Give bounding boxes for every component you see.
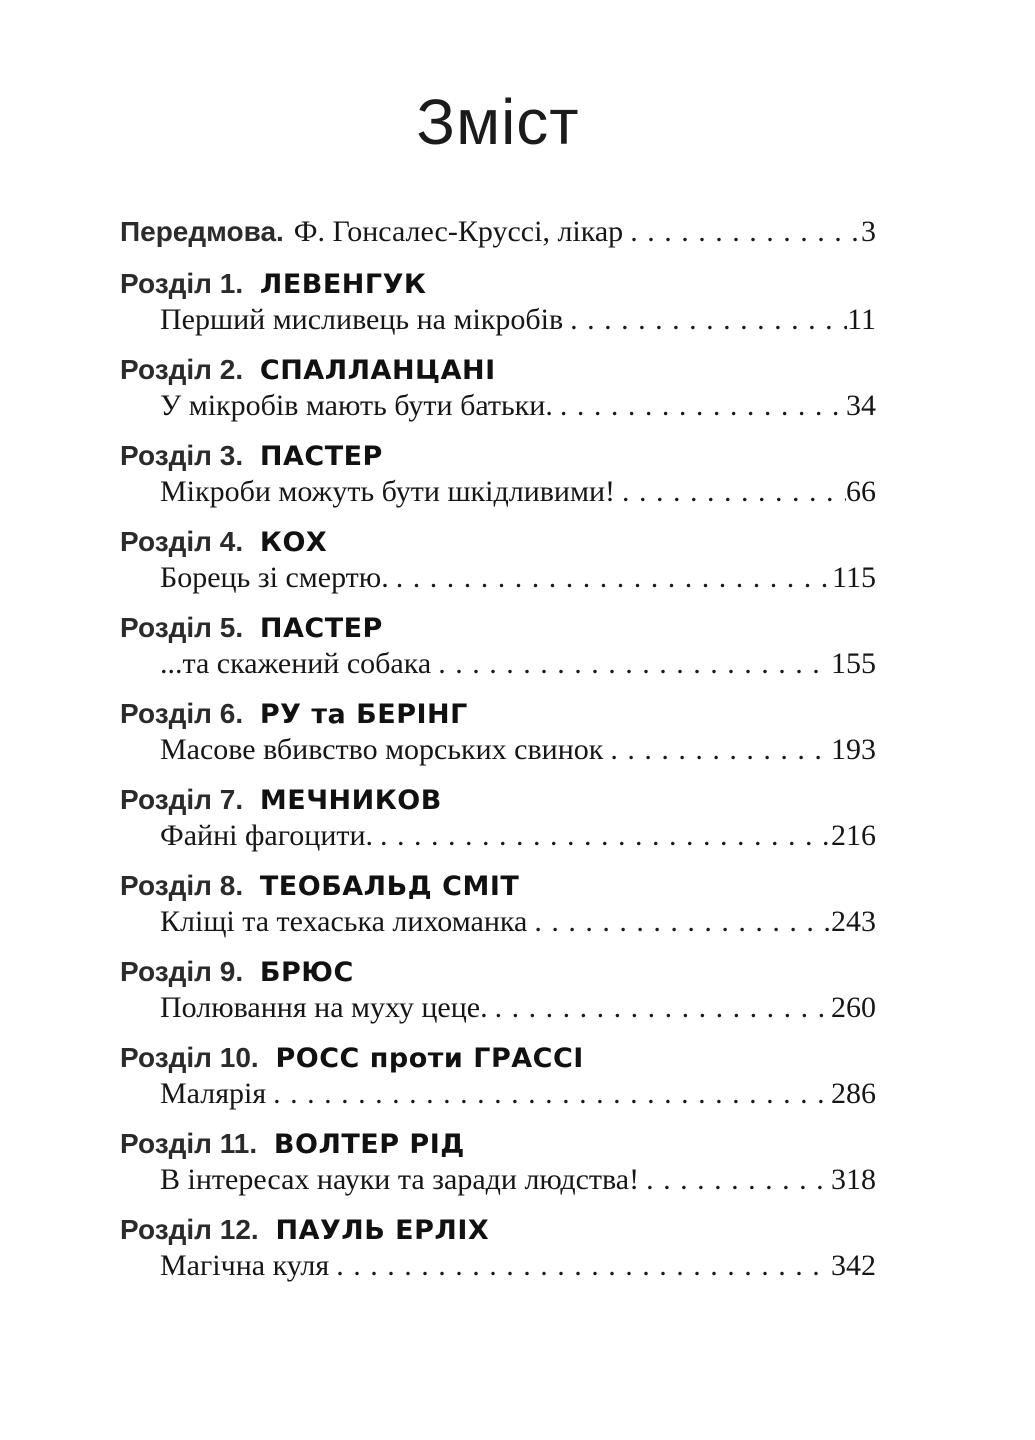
preface-title: Ф. Гонсалес-Круссі, лікар [293, 215, 624, 248]
toc-entry [120, 1040, 876, 1110]
chapter-page-number: 193 [831, 733, 876, 766]
chapter-label: Розділ 8. [120, 870, 244, 901]
toc-entry [120, 868, 876, 938]
chapter-name: ПАСТЕР [259, 441, 383, 472]
toc-entry [120, 610, 876, 680]
chapter-page-number: 318 [831, 1163, 876, 1196]
chapter-subtitle: Масове вбивство морських свинок [160, 733, 604, 766]
chapter-subtitle-row [120, 647, 876, 680]
chapter-header [120, 1040, 876, 1077]
dot-leader [570, 303, 847, 336]
chapter-name: ПАСТЕР [259, 613, 383, 644]
preface-label: Передмова. [120, 216, 284, 247]
chapter-header [120, 438, 876, 475]
chapter-page-number: 34 [846, 389, 876, 422]
dot-leader [534, 905, 831, 938]
chapter-page-number: 155 [831, 647, 876, 680]
toc-entry [120, 524, 876, 594]
chapter-name: РОСС проти ГРАССІ [275, 1043, 584, 1074]
chapter-page-number: 260 [831, 991, 876, 1024]
chapter-subtitle: Кліщі та техаська лихоманка [160, 905, 528, 938]
chapter-label: Розділ 6. [120, 698, 244, 729]
chapter-subtitle-row [120, 991, 876, 1024]
chapter-page-number: 243 [831, 905, 876, 938]
chapter-header [120, 1212, 876, 1249]
chapter-subtitle-row [120, 819, 876, 852]
chapter-header [120, 352, 876, 389]
chapter-label: Розділ 10. [120, 1042, 259, 1073]
dot-leader [380, 819, 831, 852]
chapter-subtitle-row [120, 905, 876, 938]
dot-leader [396, 561, 832, 594]
dot-leader [336, 1249, 831, 1282]
chapter-page-number: 286 [831, 1077, 876, 1110]
chapter-subtitle: Мікроби можуть бути шкідливими! [160, 475, 615, 508]
dot-leader [273, 1077, 831, 1110]
chapter-label: Розділ 11. [120, 1128, 258, 1159]
dot-leader [560, 389, 846, 422]
chapter-subtitle: Малярія [160, 1077, 267, 1110]
chapter-label: Розділ 4. [120, 526, 244, 557]
chapter-subtitle-row [120, 1163, 876, 1196]
chapter-label: Розділ 3. [120, 440, 244, 471]
toc-entry [120, 696, 876, 766]
chapter-name: ТЕОБАЛЬД СМІТ [259, 871, 520, 902]
chapter-name: КОХ [259, 527, 328, 558]
chapter-subtitle-row [120, 733, 876, 766]
chapter-subtitle-row [120, 389, 876, 422]
chapter-subtitle-row [120, 303, 876, 336]
chapter-header [120, 782, 876, 819]
chapter-header [120, 696, 876, 733]
toc-entry-preface [120, 214, 876, 250]
chapter-name: РУ та БЕРІНГ [259, 699, 468, 730]
chapter-name: МЕЧНИКОВ [259, 785, 442, 816]
chapter-name: ВОЛТЕР РІД [273, 1129, 465, 1160]
chapter-label: Розділ 1. [120, 268, 244, 299]
toc-entry [120, 1212, 876, 1282]
chapter-subtitle: В інтересах науки та заради людства! [160, 1163, 640, 1196]
chapter-page-number: 216 [831, 819, 876, 852]
chapter-label: Розділ 2. [120, 354, 244, 385]
chapter-subtitle-row [120, 1077, 876, 1110]
chapter-page-number: 11 [847, 303, 876, 336]
chapter-page-number: 115 [832, 561, 876, 594]
chapter-subtitle: Перший мисливець на мікробів [160, 303, 564, 336]
chapter-label: Розділ 9. [120, 956, 244, 987]
dot-leader [438, 647, 831, 680]
toc-entry [120, 782, 876, 852]
toc-entry [120, 438, 876, 508]
chapter-name: СПАЛЛАНЦАНІ [259, 355, 496, 386]
chapter-header [120, 610, 876, 647]
dot-leader [630, 214, 861, 250]
toc-list [120, 266, 876, 1282]
chapter-subtitle: Магічна куля [160, 1249, 330, 1282]
chapter-label: Розділ 7. [120, 784, 244, 815]
chapter-header [120, 266, 876, 303]
chapter-subtitle-row [120, 561, 876, 594]
chapter-subtitle: ...та скажений собака [160, 647, 432, 680]
chapter-label: Розділ 5. [120, 612, 244, 643]
chapter-name: БРЮС [259, 957, 354, 988]
chapter-header [120, 524, 876, 561]
preface-page-number: 3 [861, 215, 876, 248]
toc-entry [120, 954, 876, 1024]
chapter-header [120, 954, 876, 991]
chapter-name: ЛЕВЕНГУК [259, 269, 427, 300]
chapter-subtitle: Файні фагоцити. [160, 819, 374, 852]
toc-entry [120, 352, 876, 422]
dot-leader [610, 733, 831, 766]
chapter-page-number: 342 [831, 1249, 876, 1282]
page-title: Зміст [416, 86, 580, 158]
chapter-name: ПАУЛЬ ЕРЛІХ [275, 1215, 490, 1246]
dot-leader [622, 475, 846, 508]
toc-entry [120, 266, 876, 336]
chapter-subtitle: Полювання на муху цеце. [160, 991, 488, 1024]
chapter-header [120, 868, 876, 905]
dot-leader [495, 991, 831, 1024]
chapter-subtitle: Борець зі смертю. [160, 561, 389, 594]
toc-entry [120, 1126, 876, 1196]
chapter-subtitle: У мікробів мають бути батьки. [160, 389, 553, 422]
chapter-page-number: 66 [846, 475, 876, 508]
chapter-label: Розділ 12. [120, 1214, 259, 1245]
chapter-header [120, 1126, 876, 1163]
chapter-subtitle-row [120, 1249, 876, 1282]
dot-leader [646, 1163, 831, 1196]
chapter-subtitle-row [120, 475, 876, 508]
